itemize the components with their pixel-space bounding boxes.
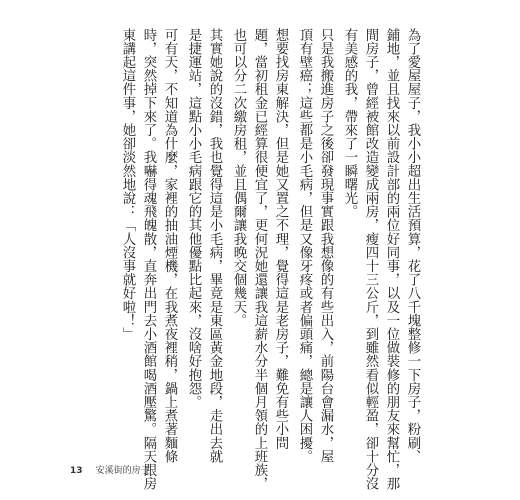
text-column: 也可以分二次繳房租，並且偶爾讓我晚交個幾天。 (231, 28, 246, 328)
text-column: 是捷運站，這點小小毛病跟它的其他優點比起來，沒啥好抱怨。 (186, 28, 201, 409)
text-column: 時，突然掉下來了。我嚇得魂飛魄散，直奔出門去小酒館喝酒壓驚。隔天跟房 (141, 28, 156, 491)
text-column: 東講起這件事，她卻淡然地說：「人沒事就好啦！」 (120, 28, 135, 341)
text-column: 鋪地，並且找來以前設計部的兩位好同事，以及一位做裝修的朋友來幫忙，那 (384, 28, 399, 491)
text-column: 題，當初租金已經算很便宜了，更何況她還讓我這薪水分半個月領的上班族， (252, 28, 267, 491)
page-number: 13 (70, 466, 83, 476)
text-column: 只是我搬進房子之後卻發現事實跟我想像的有些出入，前陽台會漏水，屋 (318, 28, 333, 464)
text-column: 間房子，曾經被館改造變成兩房，瘦四十三公斤，到雖然看似輕盈，卻十分沒 (363, 28, 378, 491)
text-column: 其實她說的沒錯，我也覺得這是小毛病，畢竟是東區黃金地段，走出去就 (207, 28, 222, 464)
running-title: 安溪街的房子 (95, 466, 150, 476)
text-column: 為了愛屋屋子，我小小超出生活預算，花了八千塊整修一下房子，粉刷、 (405, 28, 420, 464)
text-column: 有美感的我，帶來了一瞬曙光。 (342, 28, 357, 219)
text-column: 想要找房東解決，但是她又置之不理，覺得這是老房子，難免有些小問 (273, 28, 288, 450)
text-column: 頂有壁癌；這些都是小毛病，但是又像牙疼或者偏頭痛，總是讓人困擾。 (297, 28, 312, 464)
text-column: 可有天，不知道為什麼，家裡的抽油煙機，在我煮夜裡稍，鍋上煮著麵條 (162, 28, 177, 464)
page-footer (70, 458, 270, 476)
